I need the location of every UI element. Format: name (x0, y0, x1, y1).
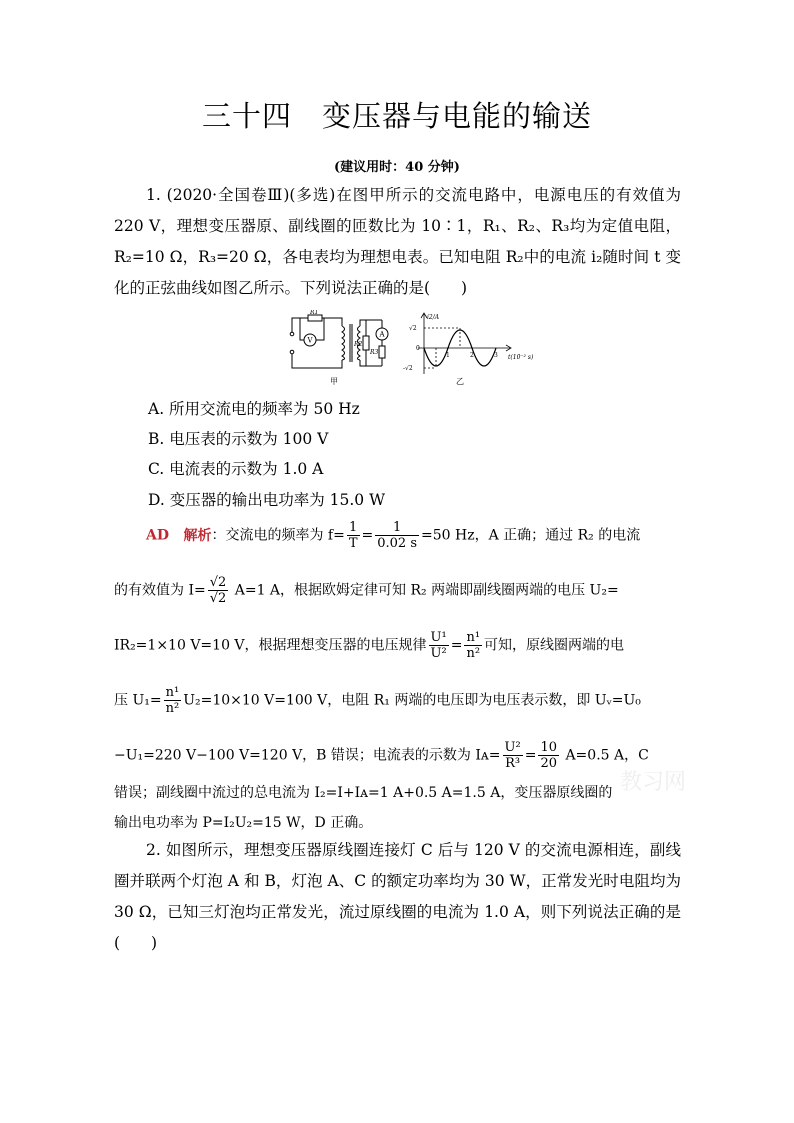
question-2-stem: 2. 如图所示，理想变压器原线圈连接灯 C 后与 120 V 的交流电源相连，副线圈并联两个灯泡 A 和 B，灯泡 A、C 的额定功率均为 30 W，正常发光时电阻均为 30 Ω，已知三灯泡均正常发光，流过原线圈的电流为 1.0 A，则下列说法正确的是( ) (114, 841, 681, 952)
y-tick-bottom: -√2 (403, 365, 413, 372)
x-axis-label: t(10⁻² s) (508, 354, 534, 361)
fraction (429, 630, 449, 661)
suggested-time: (建议用时：40 分钟) (334, 160, 460, 175)
answer-line-1: AD 解析：交流电的频率为 f= $\frac{1}{T}$ = $\frac{1}{0.02 s}$ =50 Hz，A 正确；通过 R₂ 的电流 (146, 520, 641, 551)
frac-den: U² (430, 646, 447, 661)
answer-line-7: 输出电功率为 P=I₂U₂=15 W，D 正确。 (114, 815, 373, 831)
answer-text: 的有效值为 I= (114, 582, 206, 599)
page-title: 三十四 变压器与电能的输送 (201, 99, 592, 133)
answer-text: 压 U₁= (114, 692, 162, 709)
fraction (164, 685, 182, 716)
frac-den: √2 (209, 591, 227, 606)
r1-label: R1 (310, 310, 319, 316)
frac-num: 10 (540, 740, 557, 755)
option-c: C. 电流表的示数为 1.0 A (148, 460, 324, 478)
frac-den: 20 (540, 756, 557, 771)
answer-text: −U₁=220 V−100 V=120 V，B 错误；电流表的示数为 Iᴀ= (114, 747, 501, 764)
frac-num: n¹ (165, 685, 180, 700)
question-1-stem: 1. (2020·全国卷Ⅲ)(多选)在图甲所示的交流电路中，电源电压的有效值为 220 V，理想变压器原、副线圈的匝数比为 10∶1，R₁、R₂、R₃均为定值电阻，R₂=10 Ω，R₃=20 Ω，各电表均为理想电表。已知电阻 R₂中的电流 i₂随时间 t 变化的正弦曲线如图乙所示。下列说法正确的是( ) (114, 186, 681, 297)
answer-text: A=0.5 A，C (561, 747, 649, 764)
fraction (538, 740, 559, 771)
answer-text: U₂=10×10 V=100 V，电阻 R₁ 两端的电压即为电压表示数，即 Uᵥ=U₀ (183, 692, 641, 709)
frac-num: n¹ (466, 630, 481, 645)
answer-text: A=1 A，根据欧姆定律可知 R₂ 两端即副线圈两端的电压 U₂= (230, 582, 619, 599)
option-a: A. 所用交流电的频率为 50 Hz (148, 400, 360, 418)
answer-text: =50 Hz，A 正确；通过 R₂ 的电流 (421, 527, 641, 544)
frac-den: n² (165, 701, 180, 716)
x-tick-2: 2 (470, 352, 474, 359)
analysis-label: 解析 (183, 527, 212, 544)
fraction (503, 740, 523, 771)
option-b: B. 电压表的示数为 100 V (148, 430, 329, 448)
circuit-diagram (290, 315, 388, 368)
answer-key: AD (146, 527, 170, 544)
question-1-figure (286, 310, 546, 388)
r2-label: R2 (354, 341, 363, 348)
y-tick-top: √2 (409, 325, 417, 332)
frac-num: U¹ (430, 630, 447, 645)
voltmeter-label: V (307, 336, 313, 345)
frac-den: n² (466, 646, 481, 661)
frac-den: 0.02 s (377, 536, 417, 551)
watermark: 教习网 (620, 770, 687, 795)
y-tick-zero: 0 (416, 345, 420, 352)
frac-num: U² (504, 740, 521, 755)
answer-text: ：交流电的频率为 f= (211, 527, 345, 544)
frac-num: 1 (347, 520, 360, 536)
frac-num: √2 (209, 575, 227, 590)
answer-line-6: 错误；副线圈中流过的总电流为 I₂=I+Iᴀ=1 A+0.5 A=1.5 A，变压器原线圈的 (114, 785, 613, 801)
answer-line-5: −U₁=220 V−100 V=120 V，B 错误；电流表的示数为 Iᴀ= $\frac{\text{U²}}{\text{R³}}$ = $\frac{10}{20}$ A=0.5 A，C (114, 740, 649, 771)
answer-text: 可知，原线圈两端的电 (484, 637, 625, 654)
sine-graph (418, 313, 511, 374)
fraction (347, 520, 360, 551)
caption-jia: 甲 (330, 377, 338, 386)
answer-line-3: IR₂=1×10 V=10 V，根据理想变压器的电压规律 $\frac{\text{U¹}}{\text{U²}}$ = $\frac{\text{n¹}}{\text{n²}}$ 可知，原线圈两端的电 (114, 630, 625, 661)
option-d: D. 变压器的输出电功率为 15.0 W (148, 491, 386, 509)
x-tick-1: 1 (446, 352, 450, 359)
caption-yi: 乙 (456, 377, 464, 386)
frac-den: R³ (505, 756, 521, 771)
ammeter-label: A (379, 330, 385, 339)
answer-text: IR₂=1×10 V=10 V，根据理想变压器的电压规律 (114, 637, 427, 654)
x-tick-3: 3 (494, 352, 498, 359)
frac-num: 1 (375, 520, 419, 536)
r3-label: R3 (370, 349, 379, 356)
frac-den: T (348, 536, 358, 551)
y-axis-label: i2/A (427, 314, 440, 321)
answer-line-4 (114, 685, 681, 716)
fraction (375, 520, 419, 551)
fraction (464, 630, 482, 661)
fraction (208, 575, 229, 606)
answer-line-2 (114, 575, 681, 606)
